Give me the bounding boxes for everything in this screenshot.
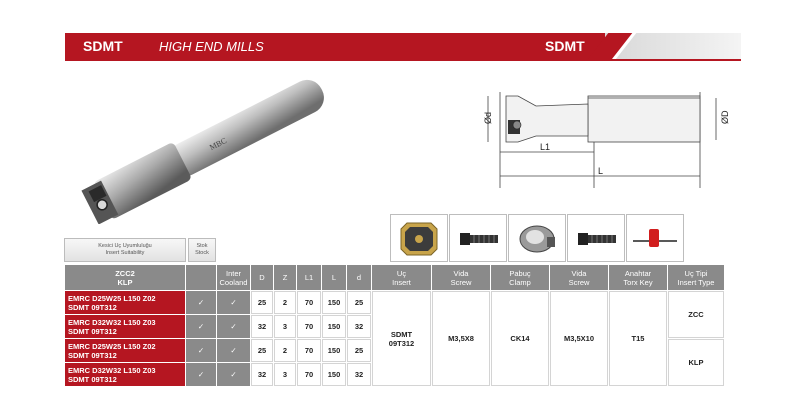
cell-D: 32 (251, 315, 273, 338)
product-code: SDMT (83, 38, 123, 54)
check-suit: ✓ (186, 339, 216, 362)
col-d: d (347, 265, 371, 290)
cell-d: 25 (347, 291, 371, 314)
cell-D: 25 (251, 291, 273, 314)
cell-d: 25 (347, 339, 371, 362)
title-bar-red (65, 33, 625, 59)
check-suit: ✓ (186, 315, 216, 338)
thumb-screw (449, 214, 507, 262)
col-torx-key: Anahtar Torx Key (609, 265, 667, 290)
cell-d: 32 (347, 315, 371, 338)
end-mill-photo (70, 74, 340, 224)
check-coolant: ✓ (217, 315, 250, 338)
check-coolant: ✓ (217, 291, 250, 314)
cell-L1: 70 (297, 339, 321, 362)
col-insert-type: Uç Tipi Insert Type (668, 265, 724, 290)
engraving: MBC (208, 135, 229, 153)
cell-D: 25 (251, 339, 273, 362)
cell-L1: 70 (297, 291, 321, 314)
title-bar (65, 33, 741, 59)
table-row (65, 291, 724, 314)
row-name: EMRC D32W32 L150 Z03 SDMT 09T312 (65, 363, 185, 386)
col-L1: L1 (297, 265, 321, 290)
row-name: EMRC D25W25 L150 Z02 SDMT 09T312 (65, 339, 185, 362)
cell-insert: SDMT 09T312 (372, 291, 431, 386)
dim-d-label: Ød (483, 111, 493, 124)
row-name: EMRC D25W25 L150 Z02 SDMT 09T312 (65, 291, 185, 314)
row-name: EMRC D32W32 L150 Z03 SDMT 09T312 (65, 315, 185, 338)
tool-shank (163, 74, 330, 181)
cell-L: 150 (322, 315, 346, 338)
table-header-row (65, 265, 724, 290)
cell-clamp: CK14 (491, 291, 549, 386)
cell-D: 32 (251, 363, 273, 386)
legend-suitability: Kesici Uç Uyumluluğu Insert Suitability (64, 238, 186, 262)
col-clamp: Pabuç Clamp (491, 265, 549, 290)
check-suit: ✓ (186, 363, 216, 386)
check-coolant: ✓ (217, 363, 250, 386)
thumb-clamp (508, 214, 566, 262)
col-screw: Vida Screw (432, 265, 490, 290)
cell-L: 150 (322, 291, 346, 314)
cell-L: 150 (322, 363, 346, 386)
legend (64, 238, 216, 262)
cell-Z: 2 (274, 291, 296, 314)
thumb-insert (390, 214, 448, 262)
dim-l-label: L (598, 166, 604, 176)
cell-type-klp: KLP (668, 339, 724, 386)
thumb-screw-2 (567, 214, 625, 262)
cell-screw-2: M3,5X10 (550, 291, 608, 386)
product-code-right: SDMT (545, 38, 585, 54)
col-screw-2: Vida Screw (550, 265, 608, 290)
cell-L: 150 (322, 339, 346, 362)
cell-Z: 2 (274, 339, 296, 362)
thumb-torx-key (626, 214, 684, 262)
cell-L1: 70 (297, 315, 321, 338)
col-L: L (322, 265, 346, 290)
col-suit (186, 265, 216, 290)
technical-drawing (478, 78, 738, 188)
col-insert: Uç Insert (372, 265, 431, 290)
cell-Z: 3 (274, 315, 296, 338)
cell-torx-key: T15 (609, 291, 667, 386)
col-coolant: Inter Cooland (217, 265, 250, 290)
cell-L1: 70 (297, 363, 321, 386)
check-coolant: ✓ (217, 339, 250, 362)
spec-table (64, 264, 725, 387)
col-name: ZCC2 KLP (65, 265, 185, 290)
check-suit: ✓ (186, 291, 216, 314)
dim-l1-label: L1 (540, 142, 551, 152)
page-title: HIGH END MILLS (159, 39, 264, 54)
col-D: D (251, 265, 273, 290)
cell-type-zcc: ZCC (668, 291, 724, 338)
dim-D-label: ØD (720, 110, 730, 124)
cell-screw: M3,5X8 (432, 291, 490, 386)
legend-stock: Stok Stock (188, 238, 216, 262)
col-Z: Z (274, 265, 296, 290)
cell-d: 32 (347, 363, 371, 386)
title-rule (65, 59, 741, 61)
cell-Z: 3 (274, 363, 296, 386)
